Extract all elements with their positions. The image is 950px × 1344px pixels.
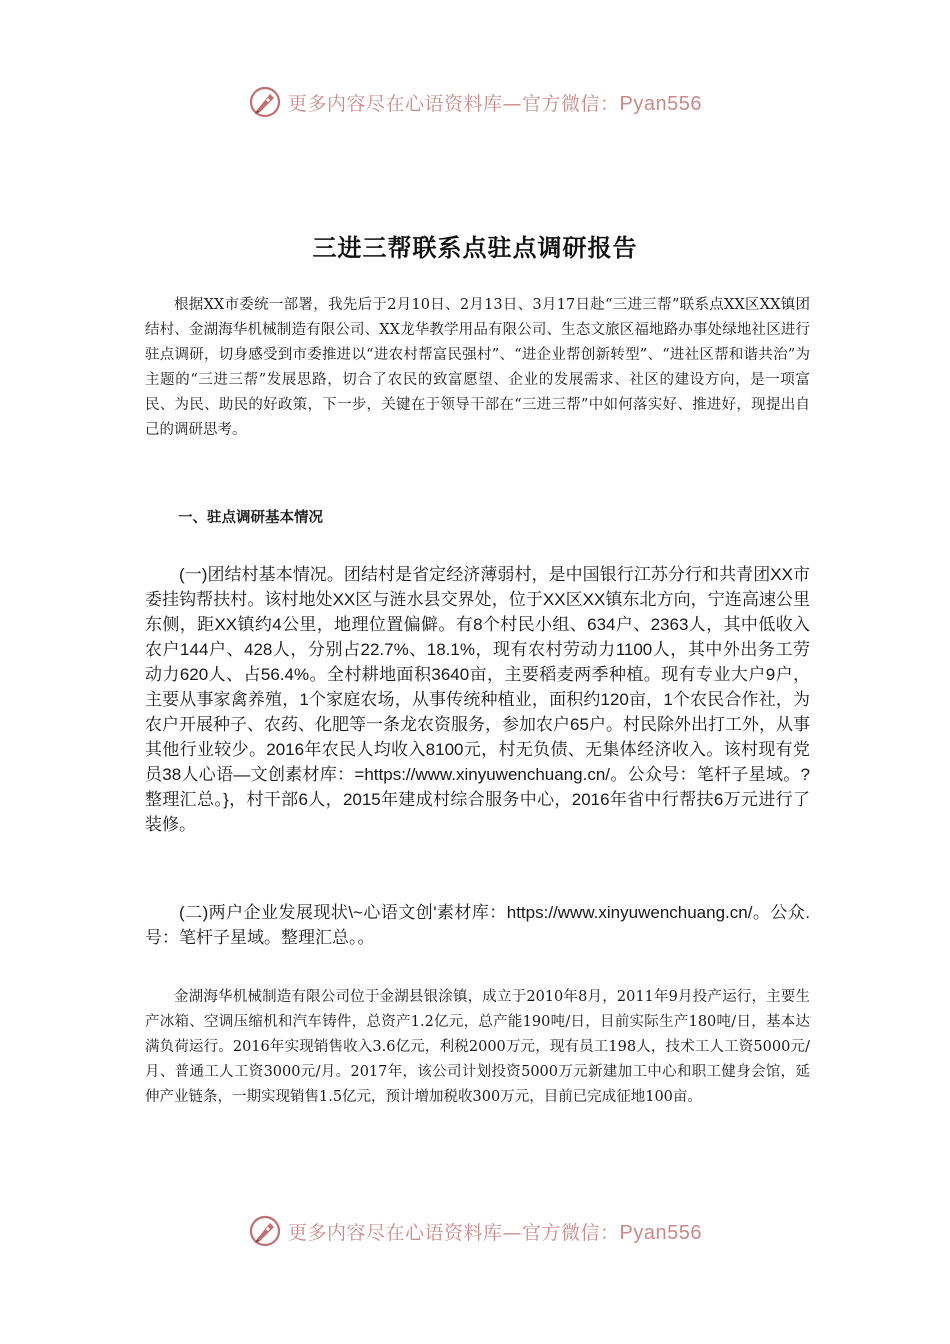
pen-nib-logo-icon [248,85,282,119]
footer-banner [0,1211,950,1251]
section-heading: 一、驻点调研基本情况 [178,510,323,526]
village-paragraph: (一)团结村基本情况。团结村是省定经济薄弱村，是中国银行江苏分行和共青团XX市委挂钩帮扶村。该村地处XX区与涟水县交界处，位于XX区XX镇东北方向，宁连高速公里东侧，距XX镇约4公里，地理位置偏僻。有8个村民小组、634户、2363人，其中低收入农户144户、428人，分别占22.7%、18.1%，现有农村劳动力1100人，其中外出务工劳动力620人、占56.4%。全村耕地面积3640亩，主要稻麦两季种植。现有专业大户9户，主要从事家禽养殖，1个家庭农场，从事传统种植业，面积约120亩，1个农民合作社，为农户开展种子、农药、化肥等一条龙农资服务，参加农户65户。村民除外出打工外，从事其他行业较少。2016年农民人均收入8100元，村无负债、无集体经济收入。该村现有党员38人心语—文创素材库：=https://www.xinyuwenchuang.cn/。公众号：笔杆子星域。?整理汇总。}，村干部6人，2015年建成村综合服务中心，2016年省中行帮扶6万元进行了装修。 [145,565,810,834]
header-banner [0,82,950,122]
document-title: 三进三帮联系点驻点调研报告 [312,234,638,262]
banner-text: 更多内容尽在心语资料库—官方微信：Pyan556 [288,1221,702,1244]
wechat-id: Pyan556 [619,1221,702,1244]
wechat-id: Pyan556 [619,92,702,115]
intro-paragraph: 根据XX市委统一部署，我先后于2月10日、2月13日、3月17日赴“三进三帮”联系点XX区XX镇团结村、金湖海华机械制造有限公司、XX龙华教学用品有限公司、生态文旅区福地路办事处绿地社区进行驻点调研，切身感受到市委推进以“进农村帮富民强村”、“进企业帮创新转型”、“进社区帮和谐共治”为主题的“三进三帮”发展思路，切合了农民的致富愿望、企业的发展需求、社区的建设方向，是一项富民、为民、助民的好政策，下一步，关键在于领导干部在“三进三帮”中如何落实好、推进好，现提出自己的调研思考。 [145,297,810,438]
pen-nib-logo-icon [248,1214,282,1248]
enterprise-heading-paragraph: (二)两户企业发展现状\~心语文创'素材库：https://www.xinyuwenchuang.cn/。公众.号：笔杆子星域。整理汇总。。 [145,903,810,947]
banner-text: 更多内容尽在心语资料库—官方微信：Pyan556 [288,92,702,115]
company-paragraph: 金湖海华机械制造有限公司位于金湖县银涂镇，成立于2010年8月，2011年9月投产运行，主要生产冰箱、空调压缩机和汽车铸件，总资产1.2亿元，总产能190吨/日，目前实际生产180吨/日，基本达满负荷运行。2016年实现销售收入3.6亿元，利税2000万元，现有员工198人，技术工人工资5000元/月、普通工人工资3000元/月。2017年，该公司计划投资5000万元新建加工中心和职工健身会馆，延伸产业链条，一期实现销售1.5亿元，预计增加税收300万元，目前已完成征地100亩。 [145,989,810,1105]
